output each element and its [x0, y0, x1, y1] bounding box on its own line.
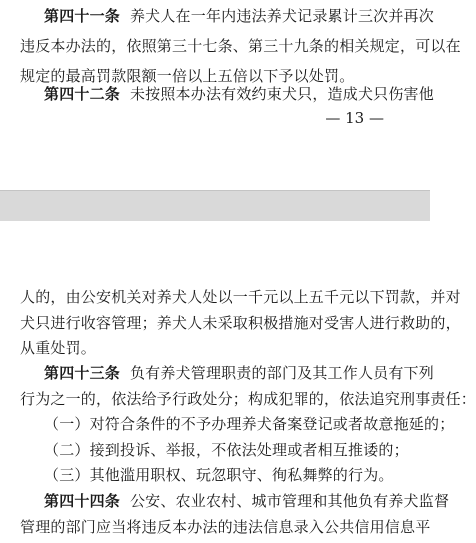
- page-separator: [0, 190, 430, 222]
- article-41-line-1: [44, 6, 434, 26]
- article-42-continuation-2: 犬只进行收容管理；养犬人未采取积极措施对受害人进行救助的，: [20, 314, 461, 332]
- article-41-title: 第四十一条: [44, 7, 121, 25]
- article-43-item-1: （一）对符合条件的不予办理养犬备案登记或者故意拖延的；: [44, 415, 455, 433]
- article-41-line-3: 规定的最高罚款限额一倍以上五倍以下予以处罚。: [20, 67, 355, 85]
- article-44-title: 第四十四条: [44, 492, 121, 510]
- article-41-text-1: 养犬人在一年内违法养犬记录累计三次并再次: [129, 7, 434, 25]
- article-44-line-2: 管理的部门应当将违反本办法的违法信息录入公共信用信息平: [20, 518, 431, 536]
- article-44-line-1: [44, 491, 450, 511]
- article-43-line-1: [44, 363, 434, 383]
- article-43-item-3: （三）其他滥用职权、玩忽职守、徇私舞弊的行为。: [44, 466, 394, 484]
- article-43-text-1: 负有养犬管理职责的部门及其工作人员有下列: [129, 364, 434, 382]
- article-43-title: 第四十三条: [44, 364, 121, 382]
- article-44-text-1: 公安、农业农村、城市管理和其他负有养犬监督: [129, 492, 450, 510]
- article-43-item-2: （二）接到投诉、举报，不依法处理或者相互推诿的；: [44, 441, 409, 459]
- article-42-line-1: [44, 84, 434, 104]
- document-page-bottom: [0, 221, 476, 543]
- article-42-continuation-1: 人的，由公安机关对养犬人处以一千元以上五千元以下罚款，并对: [20, 288, 461, 306]
- article-42-text-1: 未按照本办法有效约束犬只，造成犬只伤害他: [129, 85, 434, 103]
- article-42-continuation-3: 从重处罚。: [20, 339, 97, 357]
- document-page-top: [0, 0, 461, 190]
- article-42-title: 第四十二条: [44, 85, 121, 103]
- article-43-line-2: 行为之一的，依法给予行政处分；构成犯罪的，依法追究刑事责任：: [20, 390, 476, 408]
- article-41-line-2: 违反本办法的，依照第三十七条、第三十九条的相关规定，可以在: [20, 37, 461, 55]
- page-number: — 13 —: [325, 109, 384, 127]
